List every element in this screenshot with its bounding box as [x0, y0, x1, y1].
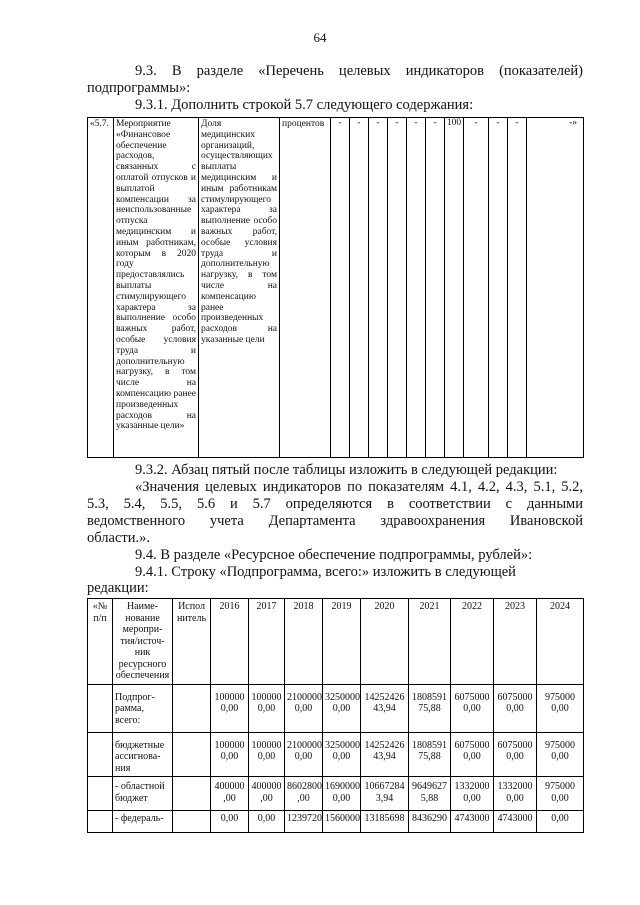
paragraph-9-3-cont: подпрограммы»: — [87, 80, 191, 96]
empty-cell — [173, 777, 211, 811]
table-cell: 1332000 0,00 — [451, 777, 494, 811]
header-name: Наиме-нование меропри-тия/источ-ник ресурсного обеспечения — [113, 599, 173, 685]
value-cell: - — [388, 118, 407, 458]
value-cell: - — [464, 118, 489, 458]
quote-line-1: «Значения целевых индикаторов по показателям 4.1, 4.2, 4.3, 5.1, 5.2, — [135, 479, 583, 495]
row-name: - областной бюджет — [113, 777, 173, 811]
header-number: «№ п/п — [88, 599, 113, 685]
header-year: 2022 — [451, 599, 494, 685]
paragraph-9-4-1: 9.4.1. Строку «Подпрограмма, всего:» изложить в следующей — [135, 564, 516, 580]
empty-cell — [173, 732, 211, 777]
table-cell: 6075000 0,00 — [494, 684, 537, 732]
table-row — [88, 811, 584, 833]
quote-line-2: 5.3, 5.4, 5.5, 5.6 и 5.7 определяются в соответствии с данными — [87, 496, 583, 512]
table-cell: 0,00 — [249, 811, 285, 833]
empty-cell — [88, 732, 113, 777]
header-year: 2023 — [494, 599, 537, 685]
table-cell: 100000 0,00 — [211, 684, 249, 732]
header-year: 2020 — [361, 599, 409, 685]
table-cell: 975000 0,00 — [537, 732, 584, 777]
table-cell: 975000 0,00 — [537, 777, 584, 811]
paragraph-9-3-2: 9.3.2. Абзац пятый после таблицы изложить в следующей редакции: — [135, 462, 558, 478]
header-year: 2018 — [285, 599, 323, 685]
table-cell: 6075000 0,00 — [494, 732, 537, 777]
unit: процентов — [280, 118, 331, 458]
empty-cell — [88, 777, 113, 811]
table-cell: 10667284 3,94 — [361, 777, 409, 811]
table-cell: 1560000 — [323, 811, 361, 833]
table-cell: 400000 ,00 — [249, 777, 285, 811]
resource-table — [87, 598, 584, 833]
table-cell: 400000 ,00 — [211, 777, 249, 811]
table-cell: 1239720 — [285, 811, 323, 833]
table-cell: 2100000 0,00 — [285, 684, 323, 732]
empty-cell — [88, 811, 113, 833]
value-cell: - — [350, 118, 369, 458]
value-cell: - — [426, 118, 445, 458]
table-row — [88, 684, 584, 732]
table-cell: 14252426 43,94 — [361, 732, 409, 777]
header-year: 2021 — [409, 599, 451, 685]
event-description: Мероприятие «Финансовое обеспечение расходов, связанных с оплатой отпусков и выплатой компенсации за неиспользованные отпуска медицинским и иным работникам, которым в 2020 году предоставлялись выплаты стимулирующего характера за выполнение особо важных работ, особые условия труда и дополнительную нагрузку, в том числе на компенсацию ранее произведенных расходов на указанные цели» — [114, 118, 199, 458]
page-number: 64 — [313, 30, 327, 45]
table-row — [88, 732, 584, 777]
table-cell: 9649627 5,88 — [409, 777, 451, 811]
table-cell: 1808591 75,88 — [409, 732, 451, 777]
quote-line-3: ведомственного учета Департамента здравоохранения Ивановской — [87, 513, 583, 529]
table-cell: 1808591 75,88 — [409, 684, 451, 732]
value-cell: 100 — [445, 118, 464, 458]
value-cell: - — [489, 118, 508, 458]
header-year: 2024 — [537, 599, 584, 685]
indicator-table — [87, 117, 584, 458]
paragraph-9-3-1: 9.3.1. Дополнить строкой 5.7 следующего содержания: — [135, 97, 474, 113]
value-cell: -» — [527, 118, 584, 458]
row-name: Подпрог-рамма, всего: — [113, 684, 173, 732]
table-cell: 0,00 — [211, 811, 249, 833]
table-cell: 6075000 0,00 — [451, 732, 494, 777]
header-executor: Испол нитель — [173, 599, 211, 685]
table-cell: 3250000 0,00 — [323, 732, 361, 777]
value-cell: - — [331, 118, 350, 458]
quote-line-4: области.». — [87, 530, 150, 546]
value-cell: - — [369, 118, 388, 458]
table-header-row — [88, 599, 584, 685]
header-year: 2017 — [249, 599, 285, 685]
table-cell: 975000 0,00 — [537, 684, 584, 732]
empty-cell — [88, 684, 113, 732]
table-cell: 4743000 — [451, 811, 494, 833]
table-cell: 1332000 0,00 — [494, 777, 537, 811]
table-cell: 6075000 0,00 — [451, 684, 494, 732]
table-cell: 100000 0,00 — [249, 732, 285, 777]
table-cell: 100000 0,00 — [249, 684, 285, 732]
table-cell: 14252426 43,94 — [361, 684, 409, 732]
header-year: 2016 — [211, 599, 249, 685]
table-cell: 1690000 0,00 — [323, 777, 361, 811]
header-year: 2019 — [323, 599, 361, 685]
row-name: - федераль- — [113, 811, 173, 833]
table-cell: 13185698 — [361, 811, 409, 833]
table-cell: 8602800 ,00 — [285, 777, 323, 811]
empty-cell — [173, 684, 211, 732]
value-cell: - — [508, 118, 527, 458]
row-name: бюджетные ассигнова-ния — [113, 732, 173, 777]
table-cell: 2100000 0,00 — [285, 732, 323, 777]
table-cell: 4743000 — [494, 811, 537, 833]
table-cell: 3250000 0,00 — [323, 684, 361, 732]
empty-cell — [173, 811, 211, 833]
value-cell: - — [407, 118, 426, 458]
table-cell: 8436290 — [409, 811, 451, 833]
table-cell: 100000 0,00 — [211, 732, 249, 777]
paragraph-9-4: 9.4. В разделе «Ресурсное обеспечение подпрограммы, рублей»: — [135, 547, 533, 563]
row-number: «5.7. — [88, 118, 114, 458]
paragraph-9-3: 9.3. В разделе «Перечень целевых индикаторов (показателей) — [135, 63, 583, 79]
table-row — [88, 777, 584, 811]
indicator-description: Доля медицинских организаций, осуществляющих выплаты медицинским и иным работникам стимулирующего характера за выполнение особо важных работ, особые условия труда и дополнительную нагрузку, в том числе на компенсацию ранее произведенных расходов на указанные цели — [199, 118, 280, 458]
table-cell: 0,00 — [537, 811, 584, 833]
paragraph-9-4-1-cont: редакции: — [87, 580, 149, 596]
